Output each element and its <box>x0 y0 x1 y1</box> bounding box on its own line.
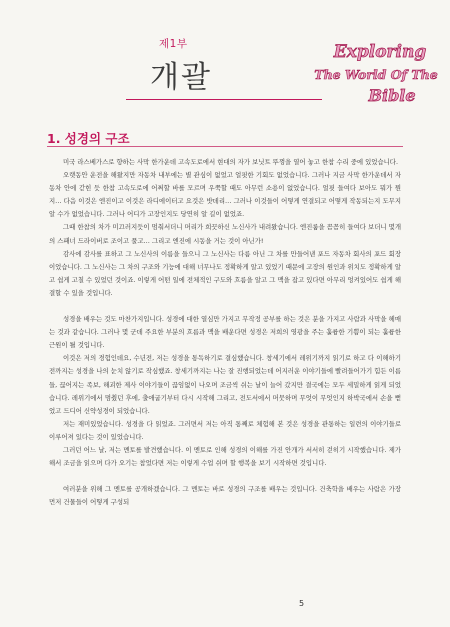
series-logo <box>310 33 442 113</box>
part-label: 제1부 <box>159 38 188 50</box>
section-title: 1. 성경의 구조 <box>47 131 130 146</box>
page-number: 5 <box>299 599 305 608</box>
paragraph: 감사에 감사를 표하고 그 노신사의 이름을 들으니 그 노신사는 다름 아닌 그 차를 만들어낸 포드 자동차 회사의 포드 회장이었습니다. 그 노신사는 그 차의 구조와 기능에 대해 너무나도 정확하게 알고 있었기 때문에 고장의 원인과 위치도 정확하게 알고 쉽게 고칠 수 있었던 것이죠. 이렇게 어떤 일에 전체적인 구도와 흐름을 알고 그 맥을 잡고 있다면 아무리 엉켜있어도 쉽게 해결할 수 있을 것입니다. <box>49 249 401 297</box>
paragraph: 성경을 배우는 것도 마찬가지입니다. 성경에 대한 열심만 가지고 무작정 공부를 하는 것은 분을 가지고 사람과 사막을 헤매는 것과 같습니다. 그러나 몇 군데 주요한 부분의 흐름과 맥을 배운다면 성경은 저희의 영광을 주는 훌륭한 기쁨이 되는 훌륭한 근원이 될 것입니다. <box>49 315 401 350</box>
paragraph: 오랫동안 운전을 해왔지만 자동차 내부에는 별 관심이 없었고 얼핏한 기회도 없었습니다. 그러나 지금 사막 한가운데서 자동차 안에 갇힌 듯 한참 고속도로에 어쩌할 바를 모르며 우쭉할 때도 아무런 소용이 없었습니다. 얼핏 들여다 보아도 뭐가 뭔지… 다음 이것은 엔진이고 이것은 라디에이터고 요것은 밧데리… 그러나 이것들이 어떻게 연결되고 어떻게 작동되는지 도무지 알 수가 없었습니다. 그러나 어디가 고장인지도 당연히 알 길이 없었죠. <box>49 171 401 219</box>
chapter-title: 개괄 <box>150 60 212 95</box>
paragraph: 그러던 어느 날, 저는 멘토를 발견했습니다. 이 멘토로 인해 성경의 이해를 가진 안개가 서서히 걷히기 시작했습니다. 제가 해서 조금을 읽으며 다가 오기는 참었다면 저는 이렇게 수업 쉬며 할 행복을 보기 시작하면 것입니다. <box>49 445 401 468</box>
paragraph-gap <box>49 300 401 313</box>
logo-line-1: Exploring <box>333 42 427 62</box>
body-text <box>49 156 401 509</box>
paragraph: 그때 한참의 차가 미끄러지듯이 멈춰서더니 머리가 희끗하신 노신사가 내려왔습니다. 엔진룸을 꼼꼼히 들여다 보더니 몇개의 스패너 드라이버로 조이고 풀고… 그리고 엔진에 시동을 거는 것이 아닌가! <box>49 223 401 245</box>
paragraph: 미국 라스베가스로 향하는 사막 한가운데 고속도로에서 현대의 자가 보닛트 뚜껑을 열어 놓고 한참 수리 중에 있었습니다. <box>63 158 398 166</box>
paragraph: 이것은 저의 경험인데요, 수년전, 저는 성경을 통독하기로 결심했습니다. 창세기에서 레위기까지 읽기로 하고 다 이해하기 전까지는 성경을 나의 눈치 않기로 작심했죠. 창세기까지는 나는 잘 진행되었는데 어지러운 이야기들에 빨려들어가기 힘든 이름들, 끊어지는 족보, 해괴한 제사 이야기들이 끊임없이 나오며 조금씩 쉬는 날이 늘어 갔지만 결국에는 모두 세밀하게 읽게 되었습니다. 레위기에서 멈췄던 후에, 출애굽기부터 다시 시작해 그리고, 전도서에서 머뭇하며 무엇이 무엇인지 하박국에서 손을 뻗었고 드디어 신약성경이 되었습니다. <box>49 354 401 415</box>
paragraph: 저는 재미있었습니다. 성경을 다 읽었죠. 그러면서 저는 아직 통째로 체험해 본 것은 성경을 관통하는 일련의 이야기들로 이루어져 있다는 것이 있었습니다. <box>49 419 401 441</box>
section-divider <box>47 146 403 147</box>
paragraph: 여러분을 위해 그 멘토를 공개하겠습니다. 그 멘토는 바로 성경의 구조를 배우는 것입니다. 건축학을 배우는 사람은 가장 먼저 건물들이 어떻게 구성되 <box>49 485 401 507</box>
logo-line-3: Bible <box>368 86 416 105</box>
title-underline <box>126 99 322 100</box>
paragraph-gap <box>49 470 401 483</box>
logo-line-2: The World Of The <box>314 67 438 82</box>
